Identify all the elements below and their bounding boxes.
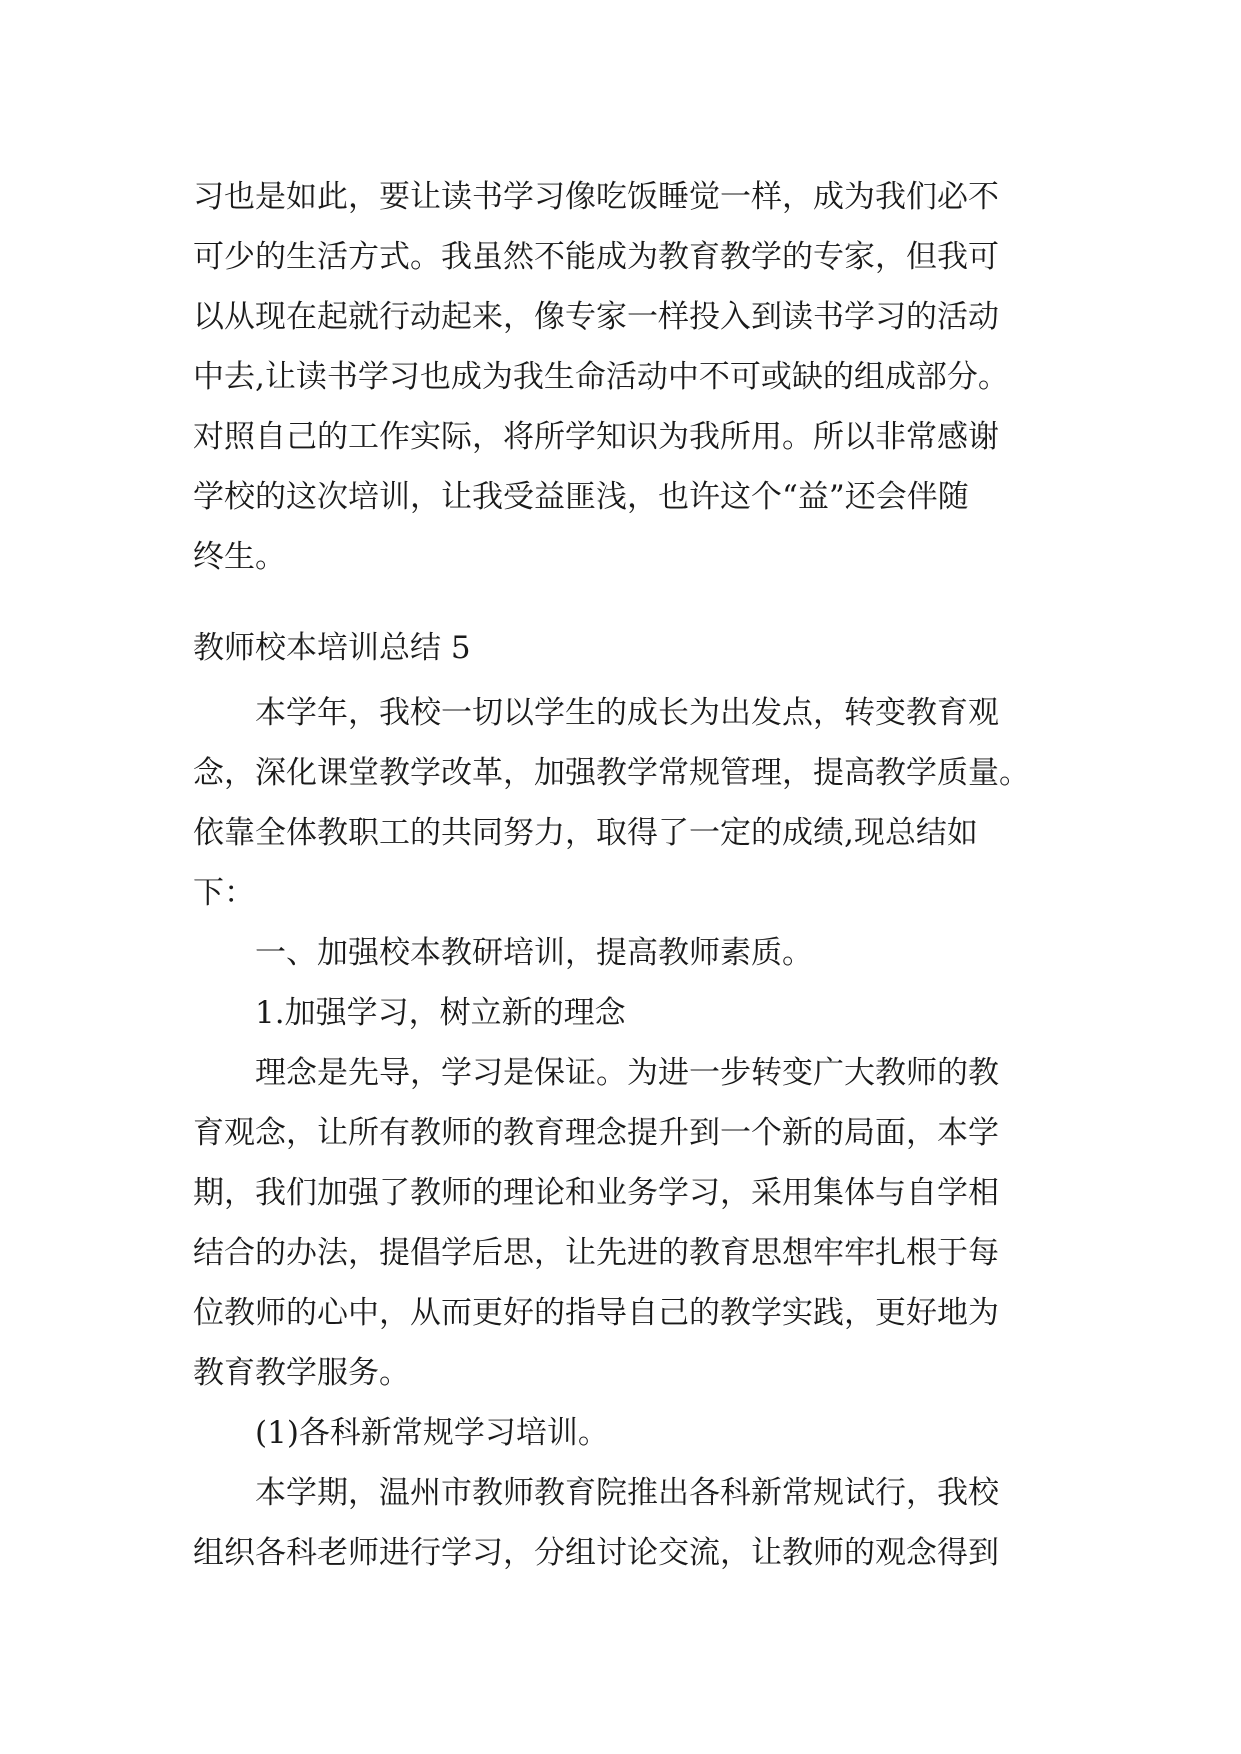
text-line: 念，深化课堂教学改革，加强教学常规管理，提高教学质量。	[193, 755, 1030, 791]
text-line: 组织各科老师进行学习，分组讨论交流，让教师的观念得到	[193, 1535, 999, 1571]
text-line: (1)各科新常规学习培训。	[255, 1415, 609, 1451]
text-line: 学校的这次培训，让我受益匪浅，也许这个“益”还会伴随	[193, 479, 969, 515]
text-line: 可少的生活方式。我虽然不能成为教育教学的专家，但我可	[193, 239, 999, 275]
section-body	[193, 683, 1053, 1583]
text-line: 结合的办法，提倡学后思，让先进的教育思想牢牢扎根于每	[193, 1235, 999, 1271]
text-line: 以从现在起就行动起来，像专家一样投入到读书学习的活动	[193, 299, 999, 335]
text-line: 育观念，让所有教师的教育理念提升到一个新的局面，本学	[193, 1115, 999, 1151]
text-line: 教育教学服务。	[193, 1355, 410, 1391]
text-line: 习也是如此，要让读书学习像吃饭睡觉一样，成为我们必不	[193, 179, 999, 215]
text-line: 一、加强校本教研培训，提高教师素质。	[255, 935, 813, 971]
text-line: 本学期，温州市教师教育院推出各科新常规试行，我校	[255, 1475, 999, 1511]
section-title: 教师校本培训总结 5	[193, 630, 471, 666]
text-line: 终生。	[193, 539, 286, 575]
text-line: 本学年，我校一切以学生的成长为出发点，转变教育观	[255, 695, 999, 731]
text-line: 理念是先导，学习是保证。为进一步转变广大教师的教	[255, 1055, 999, 1091]
text-line: 对照自己的工作实际，将所学知识为我所用。所以非常感谢	[193, 419, 999, 455]
text-line: 依靠全体教职工的共同努力，取得了一定的成绩,现总结如	[193, 815, 978, 851]
text-line: 位教师的心中，从而更好的指导自己的教学实践，更好地为	[193, 1295, 999, 1331]
continuation-paragraph	[193, 167, 1053, 587]
text-line: 1.加强学习，树立新的理念	[255, 995, 626, 1031]
text-line: 期，我们加强了教师的理论和业务学习，采用集体与自学相	[193, 1175, 999, 1211]
text-line: 下：	[193, 875, 255, 911]
text-line: 中去,让读书学习也成为我生命活动中不可或缺的组成部分。	[193, 359, 1009, 395]
